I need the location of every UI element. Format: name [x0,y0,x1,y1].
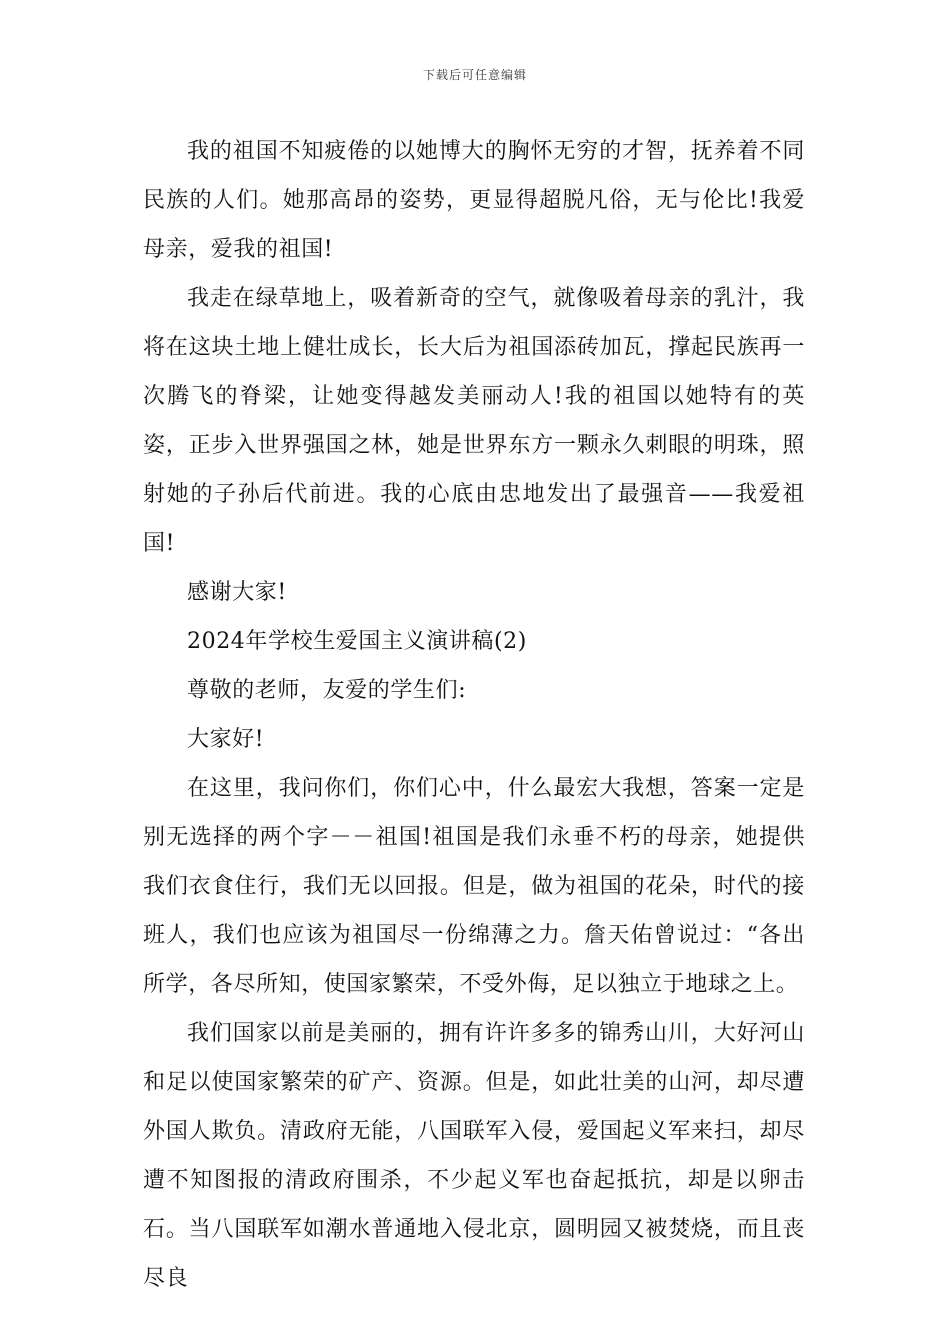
section-title: 2024年学校生爱国主义演讲稿(2) [187,629,527,654]
paragraph-8: 我们国家以前是美丽的，拥有许许多多的锦秀山川，大好河山和足以使国家繁荣的矿产、资源。但是，如此壮美的山河，却尽遭外国人欺负。清政府无能，八国联军入侵，爱国起义军来扫，却尽遭不知图报的清政府围杀，不少起义军也奋起抵抗，却是以卵击石。当八国联军如潮水普通地入侵北京，圆明园又被焚烧，而且丧尽良 [143,1021,805,1291]
greeting: 大家好! [187,727,265,752]
paragraph-2: 我走在绿草地上，吸着新奇的空气，就像吸着母亲的乳汁，我将在这块土地上健壮成长，长大后为祖国添砖加瓦，撑起民族再一次腾飞的脊梁，让她变得越发美丽动人!我的祖国以她特有的英姿，正步入世界强国之林，她是世界东方一颗永久刺眼的明珠，照射她的子孙后代前进。我的心底由忠地发出了最强音——我爱祖国! [143,286,805,556]
page-header: 下载后可任意编辑 [422,68,527,82]
paragraph-7: 在这里，我问你们，你们心中，什么最宏大我想，答案一定是别无选择的两个字－－祖国!祖国是我们永垂不朽的母亲，她提供我们衣食住行，我们无以回报。但是，做为祖国的花朵，时代的接班人，我们也应该为祖国尽一份绵薄之力。詹天佑曾说过：“各出所学，各尽所知，使国家繁荣，不受外侮，足以独立于地球之上。 [143,776,805,997]
document-body [143,127,805,1303]
paragraph-3: 感谢大家! [187,580,287,605]
paragraph-1: 我的祖国不知疲倦的以她博大的胸怀无穷的才智，抚养着不同民族的人们。她那高昂的姿势，更显得超脱凡俗，无与伦比!我爱母亲，爱我的祖国! [143,139,805,262]
salutation: 尊敬的老师，友爱的学生们: [187,678,467,703]
